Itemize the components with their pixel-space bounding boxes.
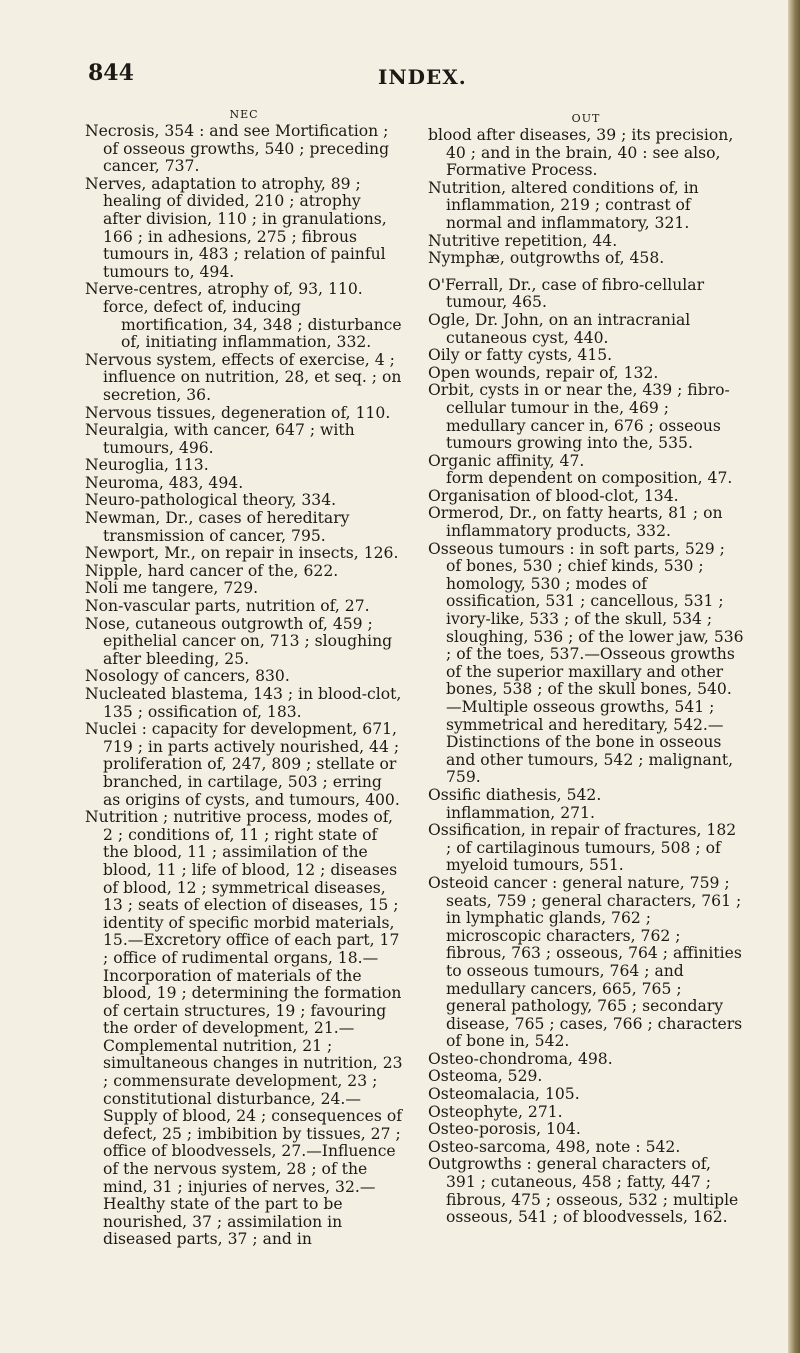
index-entry: Nervous system, effects of exercise, 4 ; influence on nutrition, 28, et seq. ; on secretion, 36. xyxy=(85,350,402,404)
index-entry: Organic affinity, 47. xyxy=(428,451,585,470)
index-entry: Newman, Dr., cases of hereditary transmission of cancer, 795. xyxy=(85,509,350,545)
index-entry: Neuralgia, with cancer, 647 ; with tumours, 496. xyxy=(85,421,355,457)
index-entry: Nerve-centres, atrophy of, 93, 110. xyxy=(85,280,363,299)
right-column xyxy=(428,112,744,1227)
index-entry: Nutrition ; nutritive process, modes of, 2 ; conditions of, 11 ; right state of the blood, 11 ; assimilation of the blood, 11 ; life of blood, 12 ; diseases of blood, 12 ; symmetrical diseases, 13 ; seats of election of diseases, 15 ; identity of specific morbid materials, 15.—Excretory office of each part, 17 ; office of rudimental organs, 18.—Incorporation of materials of the blood, 19 ; determining the formation of certain structures, 19 ; favouring the order of development, 21.—Complemental nutrition, 21 ; simultaneous changes in nutrition, 23 ; commensurate development, 23 ; constitutional disturbance, 24.—Supply of blood, 24 ; consequences of defect, 25 ; imbibition by tissues, 27 ; office of bloodvessels, 27.—Influence of the nervous system, 28 ; of the mind, 31 ; injuries of nerves, 32.—Healthy state of the part to be nourished, 37 ; assimilation in diseased parts, 37 ; and in xyxy=(85,808,403,1249)
index-entry: Nerves, adaptation to atrophy, 89 ; healing of divided, 210 ; atrophy after division, 110 ; in granulations, 166 ; in adhesions, 275 ; fibrous tumours in, 483 ; relation of painful tumours to, 494. xyxy=(85,174,387,281)
index-entry: Orbit, cysts in or near the, 439 ; fibro-cellular tumour in the, 469 ; medullary cancer in, 676 ; osseous tumours growing into the, 535. xyxy=(428,381,730,453)
index-entry: Nutritive repetition, 44. xyxy=(428,231,618,250)
index-entry: Noli me tangere, 729. xyxy=(85,579,259,598)
index-entry: Ossific diathesis, 542. xyxy=(428,785,602,804)
index-entry: Non-vascular parts, nutrition of, 27. xyxy=(85,597,370,616)
index-entry: Open wounds, repair of, 132. xyxy=(428,363,659,382)
index-entry: Organisation of blood-clot, 134. xyxy=(428,486,679,505)
right-guide-word: OUT xyxy=(571,112,601,125)
index-entry: Nucleated blastema, 143 ; in blood-clot, 135 ; ossification of, 183. xyxy=(85,685,402,721)
index-entry: Osteoid cancer : general nature, 759 ; seats, 759 ; general characters, 761 ; in lymphatic glands, 762 ; microscopic characters, 762 ; fibrous, 763 ; osseous, 764 ; affinities to osseous tumours, 764 ; and medullary cancers, 665, 765 ; general pathology, 765 ; secondary disease, 765 ; cases, 766 ; characters of bone in, 542. xyxy=(428,873,743,1051)
index-entry: Ormerod, Dr., on fatty hearts, 81 ; on inflammatory products, 332. xyxy=(428,504,723,541)
index-entry: Osteoma, 529. xyxy=(428,1067,543,1086)
page-number: 844 xyxy=(88,60,134,86)
index-entry: Nuclei : capacity for development, 671, 719 ; in parts actively nourished, 44 ; proliferation of, 247, 809 ; stellate or branched, in cartilage, 503 ; erring as origins of cysts, and tumours, 400. xyxy=(85,720,400,809)
left-guide-word: NEC xyxy=(229,108,259,121)
index-entry: Osteo-sarcoma, 498, note : 542. xyxy=(428,1137,681,1156)
index-entry: Outgrowths : general characters of, 391 ; cutaneous, 458 ; fatty, 447 ; fibrous, 475 ; osseous, 532 ; multiple osseous, 541 ; of bloodvessels, 162. xyxy=(428,1155,739,1227)
index-entry: Neuroma, 483, 494. xyxy=(85,473,244,492)
index-entry: force, defect of, inducing mortification, 34, 348 ; disturbance of, initiating inflammation, 332. xyxy=(103,297,402,352)
index-entry: Newport, Mr., on repair in insects, 126. xyxy=(85,544,399,563)
index-entry: Neuro-pathological theory, 334. xyxy=(85,491,337,510)
page-edge xyxy=(788,0,800,1353)
index-entry: Osseous tumours : in soft parts, 529 ; of bones, 530 ; chief kinds, 530 ; homology, 530 ; modes of ossification, 531 ; cancellous, 531 ; ivory-like, 533 ; of the skull, 534 ; sloughing, 536 ; of the lower jaw, 536 ; of the toes, 537.—Osseous growths of the superior maxillary and other bones, 538 ; of the skull bones, 540.—Multiple osseous growths, 541 ; symmetrical and hereditary, 542.—Distinctions of the bone in osseous and other tumours, 542 ; malignant, 759. xyxy=(428,539,744,787)
index-entry: Ogle, Dr. John, on an intracranial cutaneous cyst, 440. xyxy=(428,310,691,347)
index-entry: Nymphæ, outgrowths of, 458. xyxy=(428,249,665,268)
index-entry: Osteo-porosis, 104. xyxy=(428,1120,581,1139)
index-entry: Necrosis, 354 : and see Mortification ; of osseous growths, 540 ; preceding cancer, 737. xyxy=(85,122,390,176)
index-entry: Nutrition, altered conditions of, in inflammation, 219 ; contrast of normal and inflammatory, 321. xyxy=(428,178,699,232)
index-entry: Nervous tissues, degeneration of, 110. xyxy=(85,403,391,422)
index-entry: Ossification, in repair of fractures, 182 ; of cartilaginous tumours, 508 ; of myeloid tumours, 551. xyxy=(428,821,737,875)
index-entry: Osteophyte, 271. xyxy=(428,1102,563,1121)
index-entry: O'Ferrall, Dr., case of fibro-cellular tumour, 465. xyxy=(428,275,705,312)
left-column xyxy=(85,108,403,1249)
index-entry: Nosology of cancers, 830. xyxy=(85,667,290,686)
index-entry: Neuroglia, 113. xyxy=(85,456,209,475)
page-title: INDEX. xyxy=(378,65,467,89)
index-entry: form dependent on composition, 47. xyxy=(446,469,733,488)
index-entry: Nose, cutaneous outgrowth of, 459 ; epithelial cancer on, 713 ; sloughing after bleeding, 25. xyxy=(85,614,393,668)
index-entry: blood after diseases, 39 ; its precision, 40 ; and in the brain, 40 : see also, Formative Process. xyxy=(428,126,734,180)
index-entry: Osteomalacia, 105. xyxy=(428,1085,580,1104)
index-entry: Nipple, hard cancer of the, 622. xyxy=(85,561,339,580)
index-entry: Oily or fatty cysts, 415. xyxy=(428,346,613,365)
index-entry: inflammation, 271. xyxy=(446,803,595,822)
index-entry: Osteo-chondroma, 498. xyxy=(428,1049,613,1068)
